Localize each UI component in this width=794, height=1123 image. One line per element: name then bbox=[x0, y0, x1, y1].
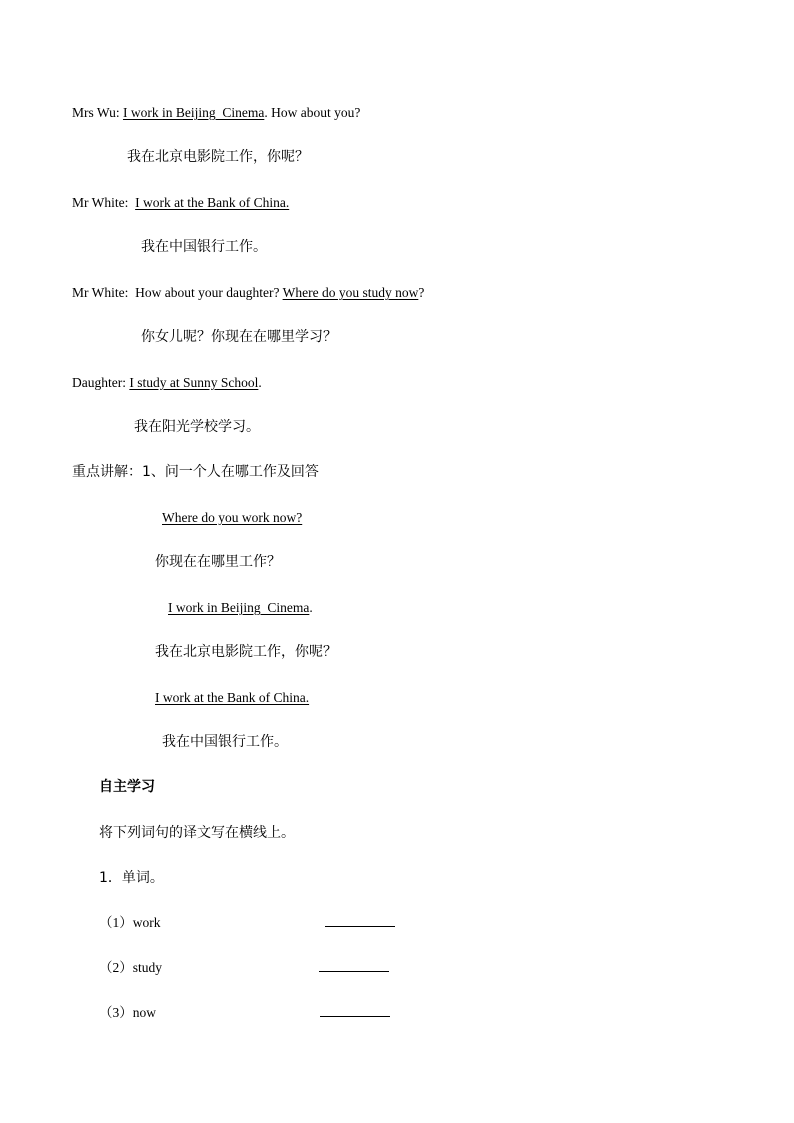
translation-line: 我在北京电影院工作，你呢？ bbox=[127, 149, 309, 165]
dialogue-line-daughter bbox=[72, 374, 262, 392]
sentence-rest: . How about you? bbox=[264, 105, 361, 120]
dialogue-line-mr-white-2 bbox=[72, 284, 424, 302]
translation-line: 我在北京电影院工作，你呢？ bbox=[155, 644, 337, 660]
translation-line: 我在阳光学校学习。 bbox=[134, 419, 260, 435]
answer-blank-field[interactable] bbox=[320, 1004, 390, 1022]
underlined-sentence: I study at Sunny School bbox=[129, 375, 259, 390]
underlined-sentence: I work in Beijing Cinema bbox=[122, 105, 265, 120]
sentence-rest: . bbox=[309, 600, 313, 615]
underlined-sentence: I work in Beijing Cinema bbox=[168, 600, 310, 615]
answer-sentence-2: I work at the Bank of China. bbox=[155, 690, 310, 705]
key-points-heading: 重点讲解：1、问一个人在哪工作及回答 bbox=[72, 464, 319, 480]
vocab-item-label: （3）now bbox=[99, 1005, 156, 1020]
underlined-sentence: Where do you study now bbox=[282, 285, 419, 300]
underlined-sentence: I work at the Bank of China. bbox=[135, 195, 290, 210]
dialogue-line-mr-white-1 bbox=[72, 194, 289, 212]
answer-sentence-1 bbox=[168, 599, 313, 617]
section-title: 自主学习 bbox=[99, 779, 155, 795]
translation-line: 我在中国银行工作。 bbox=[141, 239, 267, 255]
translation-line: 我在中国银行工作。 bbox=[162, 734, 288, 750]
speaker-text: Mrs Wu: bbox=[72, 105, 123, 120]
answer-blank-field[interactable] bbox=[325, 914, 395, 932]
vocab-item-label: （2）study bbox=[99, 960, 163, 975]
speaker-text: Mr White: bbox=[72, 195, 136, 210]
dialogue-line-mrs-wu bbox=[72, 104, 360, 122]
answer-blank-field[interactable] bbox=[319, 959, 389, 977]
speaker-text: Daughter: bbox=[72, 375, 130, 390]
translation-line: 你女儿呢？你现在在哪里学习？ bbox=[141, 329, 337, 345]
sentence-rest: ? bbox=[418, 285, 425, 300]
vocab-item-label: （1）work bbox=[99, 915, 161, 930]
subsection-label: 1．单词。 bbox=[99, 870, 164, 886]
instruction-text: 将下列词句的译文写在横线上。 bbox=[99, 825, 295, 841]
speaker-text: Mr White: How about your daughter? bbox=[72, 285, 283, 300]
translation-line: 你现在在哪里工作？ bbox=[155, 554, 281, 570]
question-sentence: Where do you work now? bbox=[162, 510, 303, 525]
sentence-rest: . bbox=[258, 375, 262, 390]
